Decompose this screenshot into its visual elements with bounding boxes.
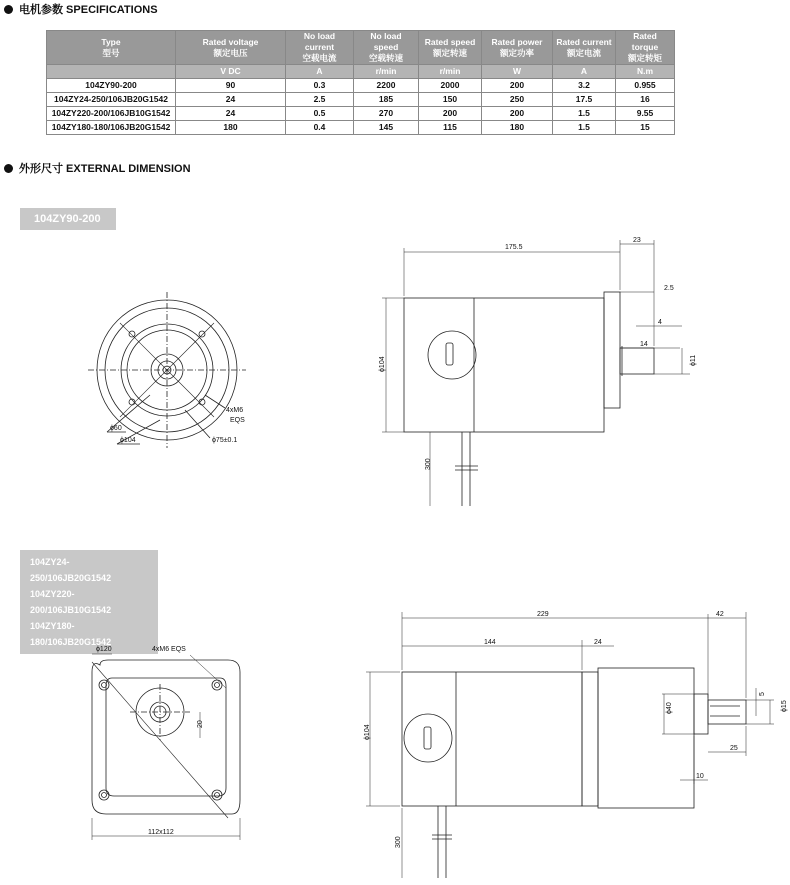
unit-cell: r/min	[354, 65, 419, 79]
model2-front-view	[92, 654, 240, 840]
cell: 16	[616, 93, 675, 107]
col-rated-torque: Rated torque 额定转矩	[616, 31, 675, 65]
dim-boss: ϕ40	[666, 702, 673, 714]
dim-pcd: ϕ75±0.1	[212, 437, 238, 444]
cell: 145	[354, 121, 419, 135]
dim-dia120: ϕ120	[96, 646, 112, 653]
dim-key-length: 25	[730, 745, 738, 752]
cell: 1.5	[553, 107, 616, 121]
col-no-load-current: No load current 空载电流	[286, 31, 354, 65]
unit-cell: N.m	[616, 65, 675, 79]
dim-lead: 300	[395, 836, 402, 848]
model2-side-view	[366, 612, 774, 878]
model2-label: 104ZY220-200/106JB10G1542	[30, 589, 112, 615]
cell: 1.5	[553, 121, 616, 135]
unit-cell: r/min	[419, 65, 482, 79]
dim-body-dia: ϕ104	[364, 724, 371, 740]
cell: 270	[354, 107, 419, 121]
dim-body-dia: ϕ104	[379, 356, 386, 372]
cell: 200	[419, 107, 482, 121]
cell: 15	[616, 121, 675, 135]
cell: 2000	[419, 79, 482, 93]
cell: 104ZY180-180/106JB20G1542	[47, 121, 176, 135]
col-no-load-speed: No load speed 空载转速	[354, 31, 419, 65]
cell: 3.2	[553, 79, 616, 93]
cell: 115	[419, 121, 482, 135]
dim-eqs: EQS	[230, 417, 245, 424]
cell: 185	[354, 93, 419, 107]
dim-key: 14	[640, 341, 648, 348]
unit-cell: W	[482, 65, 553, 79]
dim-holes: 4xM6	[226, 407, 244, 414]
dim-d2: 4	[658, 319, 662, 326]
cell: 0.3	[286, 79, 354, 93]
cell: 0.5	[286, 107, 354, 121]
dim-shaft: 42	[716, 611, 724, 618]
dim-pcd-small: ϕ60	[110, 425, 122, 432]
dim-flange: 24	[594, 639, 602, 646]
col-rated-power: Rated power 额定功率	[482, 31, 553, 65]
cell: 104ZY24-250/106JB20G1542	[47, 93, 176, 107]
col-type: Type 型号	[47, 31, 176, 65]
cell: 24	[176, 107, 286, 121]
dim-length: 175.5	[505, 244, 523, 251]
dim-offset: 20	[197, 720, 204, 728]
cell: 150	[419, 93, 482, 107]
col-rated-speed: Rated speed 额定转速	[419, 31, 482, 65]
cell: 200	[482, 79, 553, 93]
dim-outer: ϕ104	[120, 437, 136, 444]
specs-title-text: 电机参数 SPECIFICATIONS	[19, 4, 158, 16]
cell: 180	[482, 121, 553, 135]
dim-boss-length: 10	[696, 773, 704, 780]
dim-square: 112x112	[148, 829, 174, 836]
model2-label: 104ZY180-180/106JB20G1542	[30, 621, 112, 647]
model1-label: 104ZY90-200	[20, 208, 116, 230]
unit-cell: A	[553, 65, 616, 79]
dim-total: 229	[537, 611, 549, 618]
col-rated-current: Rated current 额定电流	[553, 31, 616, 65]
dim-d1: 2.5	[664, 285, 674, 292]
cell: 104ZY220-200/106JB10G1542	[47, 107, 176, 121]
model2-label: 104ZY24-250/106JB20G1542	[30, 557, 112, 583]
dim-motor: 144	[484, 639, 496, 646]
cell: 0.955	[616, 79, 675, 93]
dim-lead: 300	[425, 458, 432, 470]
dims-title-text: 外形尺寸 EXTERNAL DIMENSION	[19, 163, 191, 175]
dim-key-width: 5	[759, 692, 766, 696]
cell: 180	[176, 121, 286, 135]
cell: 17.5	[553, 93, 616, 107]
cell: 0.4	[286, 121, 354, 135]
unit-cell: A	[286, 65, 354, 79]
cell: 24	[176, 93, 286, 107]
cell: 2.5	[286, 93, 354, 107]
cell: 9.55	[616, 107, 675, 121]
unit-cell: V DC	[176, 65, 286, 79]
model1-dimension-labels	[110, 237, 697, 470]
cell: 90	[176, 79, 286, 93]
cell: 250	[482, 93, 553, 107]
cell: 2200	[354, 79, 419, 93]
cell: 104ZY90-200	[47, 79, 176, 93]
dim-holes: 4xM6 EQS	[152, 646, 186, 653]
col-rated-voltage: Rated voltage 额定电压	[176, 31, 286, 65]
dim-shaft-dia: ϕ15	[781, 700, 788, 712]
dim-shaft: 23	[633, 237, 641, 244]
cell: 200	[482, 107, 553, 121]
dim-shaft-dia: ϕ11	[690, 354, 697, 366]
